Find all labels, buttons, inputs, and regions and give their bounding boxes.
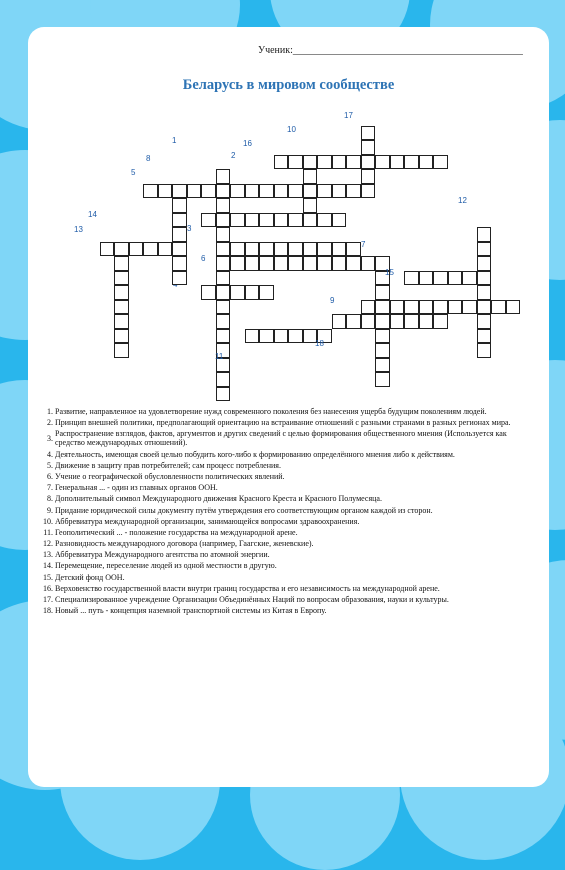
crossword-cell[interactable] [172,184,187,199]
clue-number-label: 14 [88,210,97,219]
crossword-cell[interactable] [361,256,376,271]
crossword-cell[interactable] [172,227,187,242]
crossword-cell[interactable] [361,184,376,199]
clue-item-number: 10. [43,516,53,526]
clue-item [36,539,531,548]
crossword-cell[interactable] [288,213,303,228]
crossword-cell[interactable] [404,155,419,170]
crossword-cell[interactable] [477,300,492,315]
clue-item [36,450,531,459]
crossword-cell[interactable] [346,242,361,257]
clue-item [36,506,531,515]
clue-item-number: 16. [43,583,53,593]
crossword-cell[interactable] [375,358,390,373]
crossword-cell[interactable] [506,300,521,315]
crossword-cell[interactable] [303,155,318,170]
crossword-cell[interactable] [288,256,303,271]
crossword-cell[interactable] [346,256,361,271]
clue-number-label: 16 [243,139,252,148]
crossword-cell[interactable] [404,271,419,286]
crossword-cell[interactable] [477,329,492,344]
student-name-field[interactable]: Ученик:______________________________________________ [258,45,523,56]
crossword-cell[interactable] [230,184,245,199]
crossword-cell[interactable] [361,140,376,155]
crossword-cell[interactable] [259,285,274,300]
crossword-cell[interactable] [375,155,390,170]
clue-item [36,407,531,416]
crossword-cell[interactable] [477,285,492,300]
crossword-cell[interactable] [216,198,231,213]
clue-item-text: Генеральная ... - один из главных органов ООН. [55,483,218,493]
crossword-cell[interactable] [346,155,361,170]
crossword-cell[interactable] [448,271,463,286]
clue-number-label: 6 [201,254,206,263]
clue-number-label: 5 [131,168,136,177]
crossword-cell[interactable] [259,213,274,228]
clue-item-text: Аббревиатура Международного агентства по атомной энергии. [55,550,270,560]
crossword-cell[interactable] [114,242,129,257]
clue-number-label: 18 [315,339,324,348]
crossword-cell[interactable] [332,155,347,170]
clue-number-label: 11 [215,352,224,361]
clue-item-text: Верховенство государственной власти внутри границ государства и его независимость на международной арене. [55,583,440,593]
clue-item-number: 12. [43,539,53,549]
clue-item-text: Специализированное учреждение Организации Объединённых Наций по вопросам образования, науки и культуры. [55,595,449,604]
crossword-cell[interactable] [477,314,492,329]
crossword-cell[interactable] [114,256,129,271]
crossword-cell[interactable] [288,184,303,199]
clue-number-label: 1 [172,136,177,145]
crossword-cell[interactable] [419,271,434,286]
crossword-cell[interactable] [303,242,318,257]
crossword-cell[interactable] [216,271,231,286]
crossword-cell[interactable] [201,285,216,300]
clue-item [36,584,531,593]
clue-item-number: 4. [47,449,53,459]
crossword-cell[interactable] [245,242,260,257]
clue-item-number: 18. [43,606,53,616]
clue-item [36,461,531,470]
crossword-cell[interactable] [245,184,260,199]
clue-item-text: Движение в защиту прав потребителей; сам процесс потребления. [55,460,281,470]
crossword-cell[interactable] [216,169,231,184]
crossword-cell[interactable] [332,242,347,257]
crossword-cell[interactable] [216,387,231,402]
clue-item-number: 17. [43,595,53,604]
clue-item-text: Дополнительный символ Международного движения Красного Креста и Красного Полумесяца. [55,494,382,504]
crossword-cell[interactable] [114,285,129,300]
crossword-cell[interactable] [158,242,173,257]
crossword-cell[interactable] [477,256,492,271]
clue-item [36,494,531,503]
crossword-cell[interactable] [172,213,187,228]
crossword-cell[interactable] [404,300,419,315]
crossword-cell[interactable] [201,184,216,199]
crossword-cell[interactable] [216,372,231,387]
crossword-cell[interactable] [187,184,202,199]
crossword-cell[interactable] [375,343,390,358]
clue-number-label: 15 [385,268,394,277]
clue-item-text: Аббревиатура международной организации, занимающейся вопросами здравоохранения. [55,516,360,526]
crossword-cell[interactable] [216,329,231,344]
crossword-cell[interactable] [216,256,231,271]
crossword-cell[interactable] [375,285,390,300]
clue-item-number: 6. [47,471,53,481]
clue-item [36,528,531,537]
clue-item-number: 14. [43,561,53,571]
crossword-cell[interactable] [462,300,477,315]
clue-item [36,550,531,559]
crossword-cell[interactable] [172,198,187,213]
clue-item [36,595,531,604]
crossword-cell[interactable] [143,242,158,257]
crossword-cell[interactable] [433,271,448,286]
crossword-cell[interactable] [332,184,347,199]
crossword-cell[interactable] [346,314,361,329]
crossword-cell[interactable] [230,256,245,271]
crossword-cell[interactable] [419,155,434,170]
crossword-cell[interactable] [303,184,318,199]
crossword-cell[interactable] [158,184,173,199]
crossword-cell[interactable] [332,256,347,271]
crossword-cell[interactable] [390,155,405,170]
clue-number-label: 2 [231,151,236,160]
crossword-cell[interactable] [419,314,434,329]
clue-item-text: Развитие, направленное на удовлетворение нужд современного поколения без нанесения ущерба будущим поколениям людей. [55,407,487,416]
clue-item-number: 8. [47,494,53,504]
crossword-cell[interactable] [259,329,274,344]
crossword-cell[interactable] [303,256,318,271]
crossword-cell[interactable] [114,300,129,315]
crossword-cell[interactable] [375,329,390,344]
clue-number-label: 12 [458,196,467,205]
clue-list [36,407,531,617]
clue-number-label: 3 [187,224,192,233]
clue-item [36,418,531,427]
clue-item-number: 11. [43,527,53,537]
crossword-cell[interactable] [172,271,187,286]
clue-item [36,573,531,582]
crossword-cell[interactable] [317,184,332,199]
crossword-cell[interactable] [361,300,376,315]
crossword-cell[interactable] [129,242,144,257]
clue-number-label: 9 [330,296,335,305]
crossword-cell[interactable] [477,242,492,257]
crossword-cell[interactable] [375,372,390,387]
clue-item [36,472,531,481]
crossword-cell[interactable] [288,329,303,344]
clue-item [36,483,531,492]
clue-item-number: 7. [47,483,53,493]
clue-item-number: 3. [47,433,53,443]
crossword-cell[interactable] [114,314,129,329]
crossword-cell[interactable] [230,242,245,257]
crossword-cell[interactable] [317,256,332,271]
crossword-cell[interactable] [303,169,318,184]
crossword-cell[interactable] [390,300,405,315]
crossword-cell[interactable] [477,271,492,286]
clue-item-number: 1. [47,407,53,416]
clue-number-label: 8 [146,154,151,163]
clue-item-text: Учение о географической обусловленности политических явлений. [55,471,285,481]
clue-item [36,517,531,526]
clue-item-number: 9. [47,505,53,515]
crossword-cell[interactable] [259,242,274,257]
crossword-cell[interactable] [375,314,390,329]
clue-item-number: 5. [47,460,53,470]
crossword-cell[interactable] [332,314,347,329]
crossword-cell[interactable] [433,314,448,329]
clue-item-text: Разновидность международного договора (например, Гаагские, женевские). [55,539,314,549]
crossword-cell[interactable] [259,184,274,199]
crossword-cell[interactable] [274,256,289,271]
clue-item-text: Новый ... путь - концепция наземной транспортной системы из Китая в Европу. [55,606,327,616]
page-title: Беларусь в мировом сообществе [182,77,395,93]
crossword-cell[interactable] [216,184,231,199]
crossword-cell[interactable] [114,271,129,286]
crossword-cell[interactable] [274,155,289,170]
crossword-cell[interactable] [245,213,260,228]
crossword-cell[interactable] [245,329,260,344]
clue-number-label: 7 [361,240,366,249]
clue-number-label: 10 [287,125,296,134]
crossword-cell[interactable] [477,227,492,242]
crossword-cell[interactable] [361,126,376,141]
crossword-cell[interactable] [114,329,129,344]
clue-item-text: Распространение взглядов, фактов, аргументов и других сведений с целью формирования общественного мнения (Используется как средство международных отношений). [55,429,507,448]
crossword-cell[interactable] [216,213,231,228]
crossword-cell[interactable] [216,242,231,257]
crossword-cell[interactable] [100,242,115,257]
crossword-grid [28,27,549,407]
crossword-cell[interactable] [433,155,448,170]
crossword-cell[interactable] [230,285,245,300]
crossword-cell[interactable] [419,300,434,315]
clue-item-text: Перемещение, переселение людей из одной местности в другую. [55,561,277,571]
clue-item-text: Деятельность, имеющая своей целью побудить кого-либо к формированию определённого мнения либо к действиям. [55,449,455,459]
crossword-cell[interactable] [317,213,332,228]
crossword-cell[interactable] [274,329,289,344]
crossword-cell[interactable] [361,169,376,184]
crossword-cell[interactable] [216,314,231,329]
clue-item-text: Геополитический ... - положение государства на международной арене. [55,527,298,537]
crossword-cell[interactable] [332,213,347,228]
crossword-cell[interactable] [172,242,187,257]
clue-item-number: 13. [43,550,53,560]
crossword-cell[interactable] [462,271,477,286]
clue-item [36,561,531,570]
clue-item [36,606,531,615]
crossword-cell[interactable] [303,213,318,228]
clue-item [36,429,531,447]
crossword-cell[interactable] [216,300,231,315]
crossword-cell[interactable] [448,300,463,315]
crossword-cell[interactable] [274,184,289,199]
crossword-cell[interactable] [317,155,332,170]
crossword-cell[interactable] [216,227,231,242]
crossword-cell[interactable] [172,256,187,271]
crossword-cell[interactable] [274,242,289,257]
crossword-cell[interactable] [433,300,448,315]
crossword-cell[interactable] [259,256,274,271]
crossword-cell[interactable] [346,184,361,199]
crossword-cell[interactable] [375,300,390,315]
crossword-cell[interactable] [491,300,506,315]
clue-item-text: Принцип внешней политики, предполагающий ориентацию на встраивание отношений с разными странами в разных регионах мира. [55,418,511,428]
crossword-cell[interactable] [390,314,405,329]
crossword-cell[interactable] [404,314,419,329]
crossword-cell[interactable] [245,256,260,271]
crossword-cell[interactable] [230,213,245,228]
clue-number-label: 13 [74,225,83,234]
crossword-cell[interactable] [361,314,376,329]
worksheet [28,27,549,787]
clue-item-text: Детский фонд ООН. [55,572,125,582]
crossword-cell[interactable] [201,213,216,228]
crossword-cell[interactable] [114,343,129,358]
crossword-cell[interactable] [477,343,492,358]
clue-number-label: 17 [344,111,353,120]
crossword-cell[interactable] [143,184,158,199]
crossword-cell[interactable] [303,198,318,213]
crossword-cell[interactable] [216,285,231,300]
crossword-cell[interactable] [288,242,303,257]
crossword-cell[interactable] [245,285,260,300]
crossword-cell[interactable] [288,155,303,170]
clue-item-number: 15. [43,572,53,582]
crossword-cell[interactable] [361,155,376,170]
clue-item-number: 2. [47,418,53,428]
crossword-cell[interactable] [317,242,332,257]
clue-item-text: Придание юридической силы документу путём утверждения его соответствующим органом каждой из сторон. [55,505,433,515]
crossword-cell[interactable] [274,213,289,228]
